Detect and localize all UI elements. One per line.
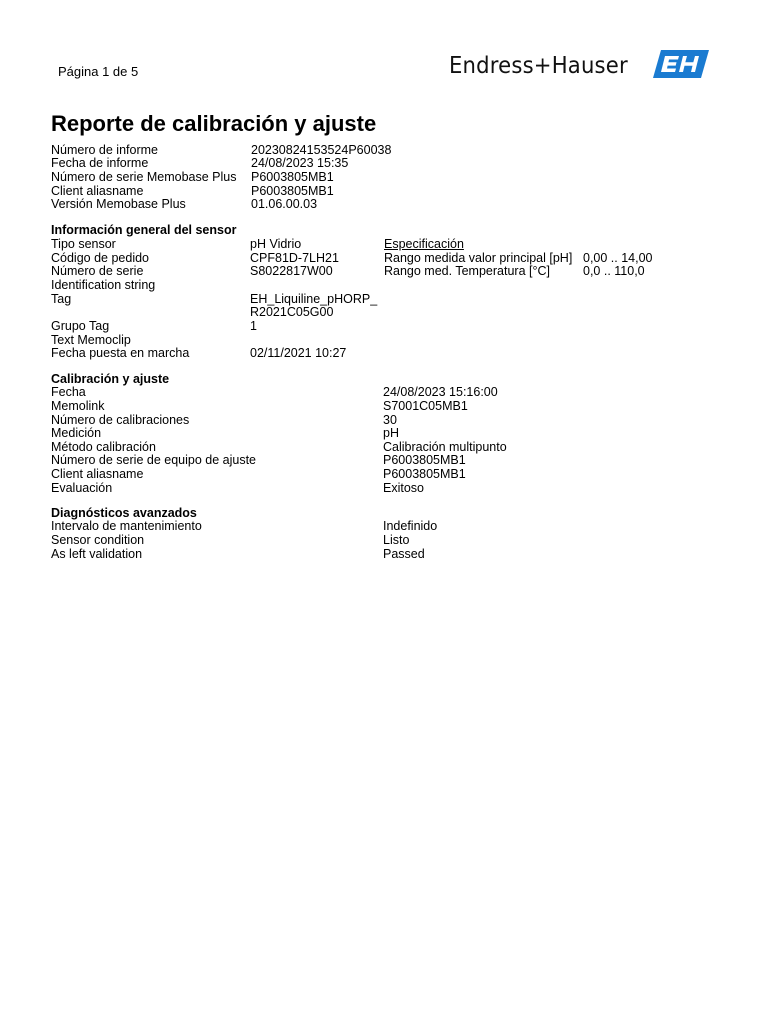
calibration-label: Número de serie de equipo de ajuste <box>51 453 256 467</box>
calibration-value: P6003805MB1 <box>383 453 466 467</box>
brand-name: Endress+Hauser <box>449 53 628 79</box>
info-value: P6003805MB1 <box>251 184 334 198</box>
diagnostics-label: Intervalo de mantenimiento <box>51 519 202 533</box>
diagnostics-value: Listo <box>383 533 410 547</box>
calibration-label: Client aliasname <box>51 467 144 481</box>
calibration-value: 24/08/2023 15:16:00 <box>383 385 498 399</box>
brand <box>449 50 643 82</box>
calibration-label: Evaluación <box>51 481 113 495</box>
spec-label: Rango medida valor principal [pH] <box>384 251 573 265</box>
diagnostics-value: Indefinido <box>383 519 438 533</box>
calibration-value: pH <box>383 426 399 440</box>
info-value: 20230824153524P60038 <box>251 143 392 157</box>
info-label: Número de serie Memobase Plus <box>51 170 237 184</box>
calibration-label: Memolink <box>51 399 105 413</box>
sensor-value: pH Vidrio <box>250 237 302 251</box>
diagnostics-label: Sensor condition <box>51 533 145 547</box>
sensor-label: Número de serie <box>51 264 144 278</box>
calibration-label: Método calibración <box>51 440 156 454</box>
sensor-label: Identification string <box>51 278 156 292</box>
sensor-label: Text Memoclip <box>51 333 131 347</box>
eh-logo-icon <box>653 50 709 78</box>
sensor-label: Tipo sensor <box>51 237 116 251</box>
spec-value: 0,0 .. 110,0 <box>583 264 645 278</box>
sensor-label: Grupo Tag <box>51 319 110 333</box>
info-label: Versión Memobase Plus <box>51 197 186 211</box>
sensor-value: 1 <box>250 319 257 333</box>
diagnostics-section-heading: Diagnósticos avanzados <box>51 506 197 520</box>
spec-heading: Especificación <box>384 237 464 251</box>
diagnostics-label: As left validation <box>51 547 143 561</box>
calibration-label: Fecha <box>51 385 86 399</box>
calibration-label: Número de calibraciones <box>51 413 190 427</box>
info-label: Número de informe <box>51 143 158 157</box>
calibration-value: S7001C05MB1 <box>383 399 468 413</box>
calibration-value: Calibración multipunto <box>383 440 507 454</box>
sensor-value: S8022817W00 <box>250 264 333 278</box>
calibration-value: Exitoso <box>383 481 424 495</box>
sensor-section-heading: Información general del sensor <box>51 223 237 237</box>
sensor-label: Fecha puesta en marcha <box>51 346 190 360</box>
info-value: P6003805MB1 <box>251 170 334 184</box>
sensor-value: R2021C05G00 <box>250 305 334 319</box>
diagnostics-value: Passed <box>383 547 425 561</box>
calibration-section-heading: Calibración y ajuste <box>51 372 170 386</box>
page-number: Página 1 de 5 <box>58 64 139 79</box>
calibration-value: P6003805MB1 <box>383 467 466 481</box>
page-title: Reporte de calibración y ajuste <box>51 111 377 136</box>
calibration-value: 30 <box>383 413 397 427</box>
sensor-value: CPF81D-7LH21 <box>250 251 339 265</box>
info-label: Client aliasname <box>51 184 144 198</box>
sensor-label: Código de pedido <box>51 251 149 265</box>
info-label: Fecha de informe <box>51 156 149 170</box>
spec-value: 0,00 .. 14,00 <box>583 251 653 265</box>
info-value: 24/08/2023 15:35 <box>251 156 349 170</box>
sensor-value: 02/11/2021 10:27 <box>250 346 347 360</box>
info-value: 01.06.00.03 <box>251 197 318 211</box>
spec-label: Rango med. Temperatura [°C] <box>384 264 550 278</box>
sensor-label: Tag <box>51 292 72 306</box>
sensor-value: EH_Liquiline_pHORP_ <box>250 292 378 306</box>
calibration-label: Medición <box>51 426 102 440</box>
